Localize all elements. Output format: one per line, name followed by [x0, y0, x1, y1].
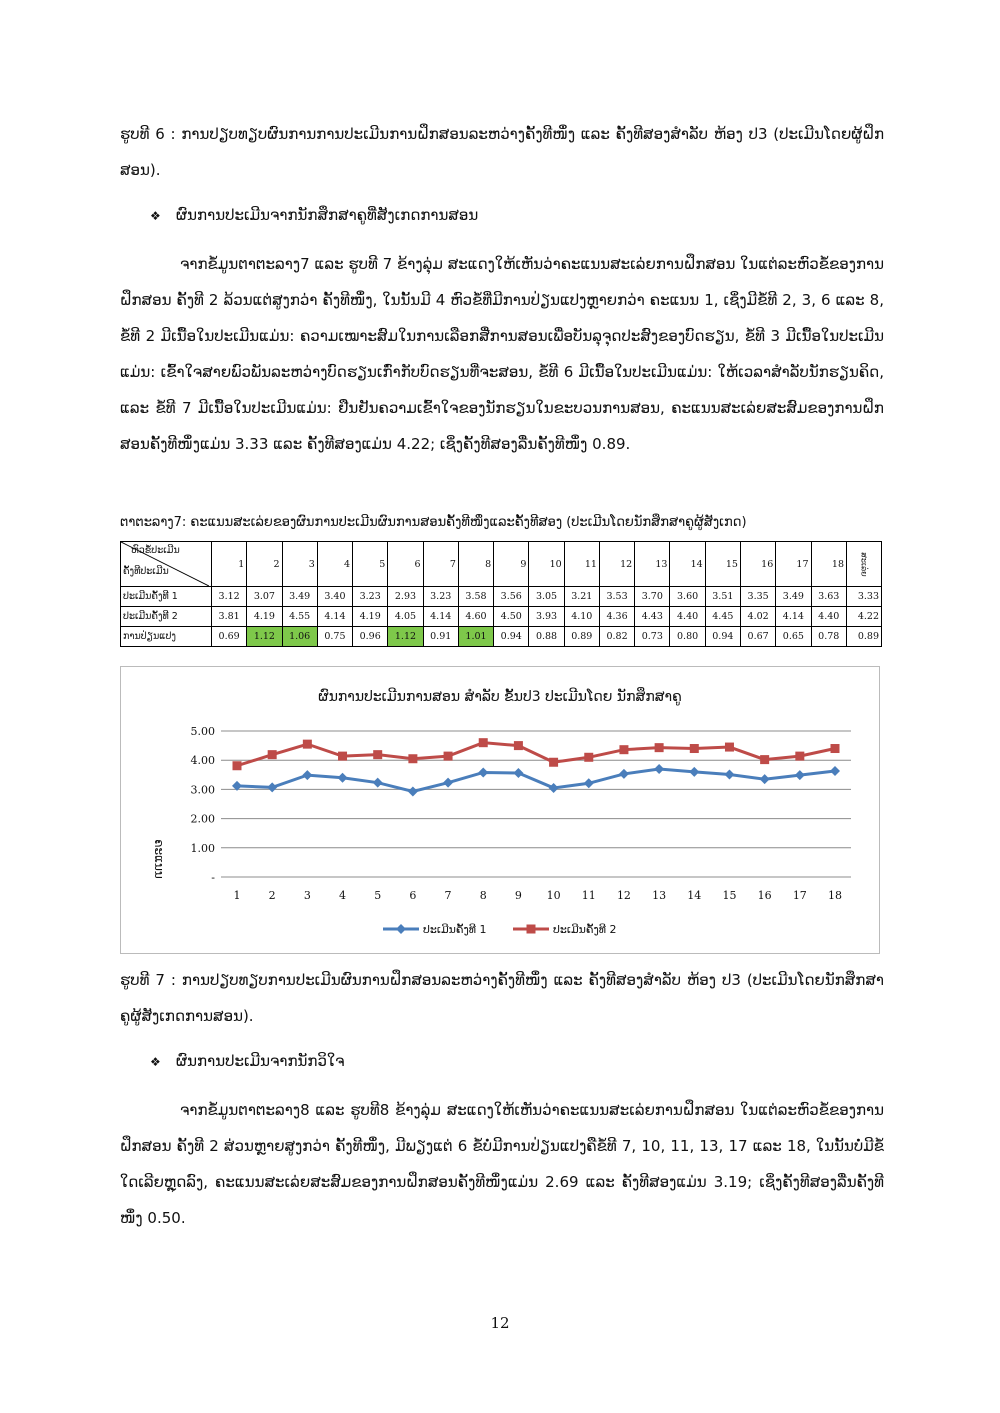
table-column-header: 8 — [458, 542, 493, 587]
chart-data-point — [408, 754, 417, 763]
chart-data-point — [444, 752, 453, 761]
chart-data-point — [760, 774, 770, 784]
chart-data-point — [303, 740, 312, 749]
chart-x-tick-label: 17 — [792, 889, 807, 902]
corner-top-label: ຫົວຂໍ້ປະເມີນ — [131, 545, 180, 556]
chart-data-point — [443, 778, 453, 788]
table-cell: 0.65 — [776, 627, 811, 647]
table-cell: 0.75 — [317, 627, 352, 647]
chart-data-point — [373, 778, 383, 788]
chart-data-point — [478, 767, 488, 777]
table-cell: 3.21 — [564, 587, 599, 607]
table-row — [121, 587, 882, 607]
table-cell: 0.67 — [740, 627, 775, 647]
chart-y-tick-label: 1.00 — [190, 841, 215, 855]
chart-x-tick-label: 7 — [444, 889, 452, 902]
table-cell: 3.63 — [811, 587, 846, 607]
table-column-header: 6 — [388, 542, 423, 587]
chart-x-tick-label: 12 — [616, 889, 631, 902]
table-column-header: 9 — [494, 542, 529, 587]
table-cell: 4.45 — [705, 607, 740, 627]
table-cell: 3.07 — [247, 587, 282, 607]
paragraph-table8-analysis: ຈາກຂໍ້ມູນຕາຕະລາງ8 ແລະ ຮູບທີ8 ຂ້າງລຸ່ມ ສະແດງໃຫ້ເຫັນວ່າຄະແນນສະເລ່ຍການຝຶກສອນ ໃນແຕ່ລະຫົວຂໍ້ຂອງການຝຶກສອນ ຄັ້ງທີ 2 ສ່ວນຫຼາຍສູງກວ່າ ຄັ້ງທີໜຶ່ງ, ມີພຽງແຕ່ 6 ຂໍ້ບໍ່ມີການປ່ຽນແປງຄືຂໍ້ທີ 7, 10, 11, 13, 17 ແລະ 18, ໃນນັ້ນບໍ່ມີຂໍ້ໃດເລີຍຫຼຸດລົງ, ຄະແນນສະເລ່ຍສະສົມຂອງການຝຶກສອນຄັ້ງທີໜຶ່ງແມ່ນ 2.69 ແລະ ຄັ້ງທີສອງແມ່ນ 3.19; ເຊິ່ງຄັ້ງທີສອງລື່ນຄັ້ງທີໜຶ່ງ 0.50. — [120, 1101, 884, 1227]
table-cell: 3.51 — [705, 587, 740, 607]
table-cell: 0.78 — [811, 627, 846, 647]
table-average-cell: 3.33 — [847, 587, 882, 607]
table-cell: 3.23 — [353, 587, 388, 607]
chart-data-point — [655, 743, 664, 752]
diamond-bullet-icon: ❖ — [150, 209, 161, 223]
table-row-label: ປະເມີນຄັ້ງທີ 2 — [121, 607, 212, 627]
chart-x-tick-label: 14 — [687, 889, 702, 902]
chart-title: ຜົນການປະເມີນການສອນ ສຳລັບ ຂັ້ນປ3 ປະເມີນໂດຍ ນັກສຶກສາຄູ — [318, 689, 682, 705]
table-column-header: 13 — [635, 542, 670, 587]
chart-data-point — [479, 738, 488, 747]
page-number: 12 — [490, 1314, 510, 1332]
chart-data-point — [584, 778, 594, 788]
chart-x-tick-label: 6 — [409, 889, 417, 902]
table-cell: 4.19 — [353, 607, 388, 627]
chart-x-tick-label: 8 — [479, 889, 487, 902]
table-cell: 4.14 — [317, 607, 352, 627]
table-row — [121, 607, 882, 627]
chart-data-point — [549, 783, 559, 793]
chart-y-tick-label: 3.00 — [190, 783, 215, 797]
chart-data-point — [408, 786, 418, 796]
table-average-cell: 0.89 — [847, 627, 882, 647]
table-column-header: 16 — [740, 542, 775, 587]
chart-data-point — [338, 773, 348, 783]
chart-x-tick-label: 18 — [828, 889, 842, 902]
chart-data-point — [689, 767, 699, 777]
chart-y-tick-label: - — [211, 871, 215, 884]
chart-data-point — [795, 770, 805, 780]
table-average-cell: 4.22 — [847, 607, 882, 627]
legend-entry-label: ປະເມີນຄັ້ງທີ 2 — [553, 923, 617, 936]
table-cell: 3.23 — [423, 587, 458, 607]
table-cell: 0.91 — [423, 627, 458, 647]
table-column-header: 7 — [423, 542, 458, 587]
table-column-header: 5 — [353, 542, 388, 587]
table-column-header: 18 — [811, 542, 846, 587]
table-cell: 4.60 — [458, 607, 493, 627]
table-cell: 3.35 — [740, 587, 775, 607]
table-cell: 4.02 — [740, 607, 775, 627]
bullet-heading-text: ຜົນການປະເມີນຈາກນັກວິໃຈ — [176, 1052, 345, 1070]
chart-x-tick-label: 15 — [722, 889, 737, 902]
table-column-header: 4 — [317, 542, 352, 587]
table-column-header: 2 — [247, 542, 282, 587]
chart-data-point — [338, 752, 347, 761]
table-cell: 4.10 — [564, 607, 599, 627]
table-cell: 4.40 — [670, 607, 705, 627]
chart-y-tick-label: 2.00 — [190, 812, 215, 826]
table-cell: 4.05 — [388, 607, 423, 627]
score-table — [120, 541, 882, 647]
chart-data-point — [760, 755, 769, 764]
chart-data-point — [373, 750, 382, 759]
table7-caption: ຕາຕະລາງ7: ຄະແນນສະເລ່ຍຂອງຜົນການປະເມີນຜົນການສອນຄັ້ງທີໜຶ່ງແລະຄັ້ງທີສອງ (ປະເມີນໂດຍນັກສຶກສາຄູຜູ້ສັງເກດ) — [120, 515, 747, 530]
chart-x-tick-label: 11 — [581, 889, 596, 902]
table-cell: 3.58 — [458, 587, 493, 607]
table-cell: 0.80 — [670, 627, 705, 647]
table-cell: 4.55 — [282, 607, 317, 627]
chart-data-point — [795, 752, 804, 761]
chart-data-point — [690, 744, 699, 753]
figure7-caption: ຮູບທີ 7 : ການປຽບທຽບການປະເມີນຜົນການຝຶກສອນລະຫວ່າງຄັ້ງທີໜຶ່ງ ແລະ ຄັ້ງທີສອງສຳລັບ ຫ້ອງ ປ3 (ປະເມີນໂດຍນັກສຶກສາຄູຜູ້ສັງເກດການສອນ). — [120, 971, 884, 1025]
table-column-header: 15 — [705, 542, 740, 587]
table-cell: 3.56 — [494, 587, 529, 607]
legend-marker — [396, 924, 406, 934]
table-header-row — [121, 542, 882, 587]
table-cell: 3.93 — [529, 607, 564, 627]
table-cell: 0.88 — [529, 627, 564, 647]
chart-data-point — [549, 758, 558, 767]
bullet-heading-student-teachers — [150, 206, 478, 224]
bullet-heading-text: ຜົນການປະເມີນຈາກນັກສຶກສາຄູທີ່ສັງເກດການສອນ — [176, 206, 479, 224]
chart-data-point — [831, 744, 840, 753]
chart-data-point — [267, 782, 277, 792]
table-row-label: ປະເມີນຄັ້ງທີ 1 — [121, 587, 212, 607]
figure6-caption: ຮູບທີ 6 : ການປຽບທຽບຜົນການການປະເມີນການຝຶກສອນລະຫວ່າງຄັ້ງທີໜຶ່ງ ແລະ ຄັ້ງທີສອງສຳລັບ ຫ້ອງ ປ3 (ປະເມີນໂດຍຜູ້ຝຶກສອນ). — [120, 125, 884, 179]
table-column-header: 12 — [599, 542, 634, 587]
table-average-header — [847, 542, 882, 587]
chart-series-line — [237, 743, 835, 766]
bullet-heading-researchers — [150, 1052, 345, 1070]
table-column-header: 11 — [564, 542, 599, 587]
table-cell: 0.94 — [494, 627, 529, 647]
paragraph-table7-analysis: ຈາກຂໍ້ມູນຕາຕະລາງ7 ແລະ ຮູບທີ 7 ຂ້າງລຸ່ມ ສະແດງໃຫ້ເຫັນວ່າຄະແນນສະເລ່ຍການຝຶກສອນ ໃນແຕ່ລະຫົວຂໍ້ຂອງການຝຶກສອນ ຄັ້ງທີ 2 ລ້ວນແຕ່ສູງກວ່າ ຄັ້ງທີໜຶ່ງ, ໃນນັ້ນມີ 4 ຫົວຂໍ້ທີ່ມີການປ່ຽນແປງຫຼາຍກວ່າ ຄະແນນ 1, ເຊິ່ງມີຂໍ້ທີ 2, 3, 6 ແລະ 8, ຂໍ້ທີ 2 ມີເນື້ອໃນປະເມີນແມ່ນ: ຄວາມເໝາະສົມໃນການເລືອກສື່ການສອນເພື່ອບັນລຸຈຸດປະສົງຂອງບົດຮຽນ, ຂໍ້ທີ 3 ມີເນື້ອໃນປະເມີນແມ່ນ: ເຂົ້າໃຈສາຍພົວພັນລະຫວ່າງບົດຮຽນເກົ່າກັບບົດຮຽນທີ່ຈະສອນ, ຂໍ້ທີ 6 ມີເນື້ອໃນປະເມີນແມ່ນ: ໃຫ້ເວລາສຳລັບນັກຮຽນຄິດ, ແລະ ຂໍ້ທີ 7 ມີເນື້ອໃນປະເມີນແມ່ນ: ຢືນຢັນຄວາມເຂົ້າໃຈຂອງນັກຮຽນໃນຂະບວນການສອນ, ຄະແນນສະເລ່ຍສະສົມຂອງການຝຶກສອນຄັ້ງທີໜຶ່ງແມ່ນ 3.33 ແລະ ຄັ້ງທີສອງແມ່ນ 4.22; ເຊິ່ງຄັ້ງທີສອງລື່ນຄັ້ງທີໜຶ່ງ 0.89. — [120, 255, 884, 453]
table-cell: 3.60 — [670, 587, 705, 607]
table-column-header: 17 — [776, 542, 811, 587]
table-cell: 0.96 — [353, 627, 388, 647]
table-cell: 3.53 — [599, 587, 634, 607]
table-cell: 3.12 — [212, 587, 247, 607]
chart-data-point — [830, 766, 840, 776]
chart-x-tick-label: 1 — [233, 889, 241, 902]
table-corner-cell — [121, 542, 212, 587]
legend-entry-label: ປະເມີນຄັ້ງທີ 1 — [423, 923, 487, 936]
table-cell: 1.01 — [458, 627, 493, 647]
table-cell: 4.19 — [247, 607, 282, 627]
corner-bottom-label: ຄັ້ງທີປະເມີນ — [123, 566, 169, 577]
table-cell: 4.14 — [776, 607, 811, 627]
chart-x-tick-label: 3 — [303, 889, 311, 902]
table-cell: 1.12 — [388, 627, 423, 647]
table-cell: 2.93 — [388, 587, 423, 607]
chart-data-point — [725, 743, 734, 752]
chart-data-point — [584, 753, 593, 762]
chart-x-tick-label: 10 — [546, 889, 561, 902]
chart-x-tick-label: 4 — [339, 889, 347, 902]
chart-data-point — [619, 769, 629, 779]
table-cell: 4.14 — [423, 607, 458, 627]
table-column-header: 14 — [670, 542, 705, 587]
chart-data-point — [724, 770, 734, 780]
table-average-header-text: ສະເລ່ຍ — [859, 551, 869, 577]
table-row — [121, 627, 882, 647]
table-column-header: 10 — [529, 542, 564, 587]
chart-series-line — [237, 769, 835, 791]
chart-x-tick-label: 5 — [374, 889, 382, 902]
table-cell: 1.12 — [247, 627, 282, 647]
chart-y-axis-label: ຄະແນນ — [152, 839, 166, 879]
diamond-bullet-icon: ❖ — [150, 1055, 161, 1069]
chart-data-point — [654, 764, 664, 774]
table-cell: 3.05 — [529, 587, 564, 607]
chart-data-point — [233, 761, 242, 770]
table-cell: 3.40 — [317, 587, 352, 607]
table-cell: 4.36 — [599, 607, 634, 627]
chart-data-point — [619, 745, 628, 754]
table-cell: 3.70 — [635, 587, 670, 607]
legend-marker — [527, 925, 536, 934]
table-cell: 3.81 — [212, 607, 247, 627]
line-chart-frame — [120, 666, 880, 954]
table-cell: 1.06 — [282, 627, 317, 647]
table-cell: 0.73 — [635, 627, 670, 647]
chart-y-tick-label: 4.00 — [190, 754, 215, 768]
table-cell: 4.43 — [635, 607, 670, 627]
table-cell: 4.40 — [811, 607, 846, 627]
chart-data-point — [514, 741, 523, 750]
chart-data-point — [268, 750, 277, 759]
table-row-label: ການປ່ຽນແປງ — [121, 627, 212, 647]
chart-x-tick-label: 16 — [757, 889, 772, 902]
table-column-header: 1 — [212, 542, 247, 587]
chart-x-tick-label: 2 — [268, 889, 276, 902]
table-cell: 4.50 — [494, 607, 529, 627]
table-cell: 0.82 — [599, 627, 634, 647]
line-chart — [121, 667, 879, 953]
chart-x-tick-label: 13 — [652, 889, 667, 902]
chart-x-tick-label: 9 — [514, 889, 522, 902]
table-cell: 0.94 — [705, 627, 740, 647]
chart-data-point — [513, 768, 523, 778]
chart-y-tick-label: 5.00 — [190, 725, 215, 738]
table-cell: 3.49 — [282, 587, 317, 607]
chart-data-point — [302, 770, 312, 780]
table-cell: 0.89 — [564, 627, 599, 647]
table-column-header: 3 — [282, 542, 317, 587]
table-cell: 3.49 — [776, 587, 811, 607]
table-cell: 0.69 — [212, 627, 247, 647]
